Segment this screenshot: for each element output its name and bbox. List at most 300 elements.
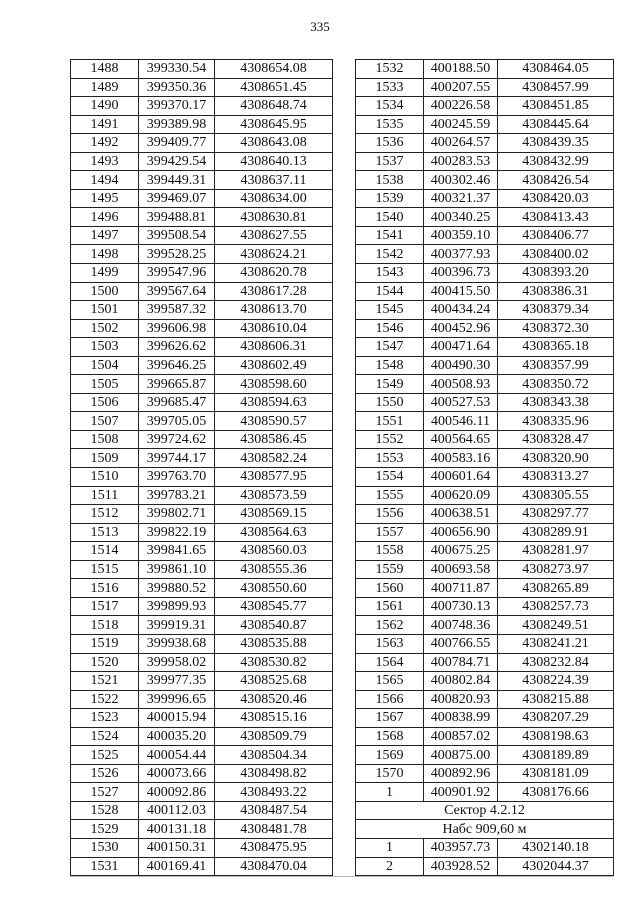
- y-coordinate: 4308426.54: [498, 171, 614, 190]
- point-number: 1546: [356, 319, 424, 338]
- x-coordinate: 399665.87: [139, 375, 215, 394]
- x-coordinate: 399626.62: [139, 338, 215, 357]
- x-coordinate: 399547.96: [139, 264, 215, 283]
- point-number: 1490: [71, 97, 139, 116]
- point-number: 1545: [356, 301, 424, 320]
- point-number: 1566: [356, 690, 424, 709]
- table-row: [71, 208, 333, 227]
- point-number: 1564: [356, 653, 424, 672]
- x-coordinate: 399763.70: [139, 468, 215, 487]
- point-number: 1570: [356, 764, 424, 783]
- point-number: 1518: [71, 616, 139, 635]
- point-number: 1514: [71, 542, 139, 561]
- point-number: 1510: [71, 468, 139, 487]
- y-coordinate: 4308328.47: [498, 430, 614, 449]
- table-row: [71, 616, 333, 635]
- x-coordinate: 400508.93: [424, 375, 498, 394]
- x-coordinate: 400015.94: [139, 709, 215, 728]
- table-row: [356, 97, 614, 116]
- point-number: 1497: [71, 226, 139, 245]
- y-coordinate: 4308481.78: [215, 820, 333, 839]
- x-coordinate: 399919.31: [139, 616, 215, 635]
- point-number: 1521: [71, 672, 139, 691]
- point-number: 1492: [71, 134, 139, 153]
- y-coordinate: 4308624.21: [215, 245, 333, 264]
- table-row: [71, 97, 333, 116]
- table-row: [356, 301, 614, 320]
- y-coordinate: 4308232.84: [498, 653, 614, 672]
- y-coordinate: 4302140.18: [498, 838, 614, 857]
- table-row: [356, 319, 614, 338]
- y-coordinate: 4308198.63: [498, 727, 614, 746]
- y-coordinate: 4308586.45: [215, 430, 333, 449]
- x-coordinate: 400452.96: [424, 319, 498, 338]
- point-number: 1525: [71, 746, 139, 765]
- x-coordinate: 400207.55: [424, 78, 498, 97]
- x-coordinate: 399350.36: [139, 78, 215, 97]
- table-row: [356, 226, 614, 245]
- coordinates-table-left: [70, 59, 333, 876]
- x-coordinate: 399528.25: [139, 245, 215, 264]
- y-coordinate: 4308241.21: [498, 634, 614, 653]
- table-row: [71, 579, 333, 598]
- table-row: [356, 282, 614, 301]
- y-coordinate: 4308617.28: [215, 282, 333, 301]
- table-row: [71, 764, 333, 783]
- y-coordinate: 4308464.05: [498, 60, 614, 79]
- y-coordinate: 4308224.39: [498, 672, 614, 691]
- x-coordinate: 400092.86: [139, 783, 215, 802]
- table-row: [71, 634, 333, 653]
- table-row: [71, 338, 333, 357]
- point-number: 1553: [356, 449, 424, 468]
- x-coordinate: 399861.10: [139, 560, 215, 579]
- table-row: [356, 208, 614, 227]
- y-coordinate: 4308457.99: [498, 78, 614, 97]
- sector-title: Сектор 4.2.12: [356, 801, 614, 820]
- table-row: [356, 672, 614, 691]
- table-row: [356, 152, 614, 171]
- table-row: [356, 727, 614, 746]
- y-coordinate: 4308493.22: [215, 783, 333, 802]
- y-coordinate: 4308540.87: [215, 616, 333, 635]
- coordinates-table-right: [355, 59, 614, 876]
- x-coordinate: 399958.02: [139, 653, 215, 672]
- point-number: 1543: [356, 264, 424, 283]
- table-row: [71, 189, 333, 208]
- point-number: 1551: [356, 412, 424, 431]
- y-coordinate: 4308365.18: [498, 338, 614, 357]
- x-coordinate: 400620.09: [424, 486, 498, 505]
- y-coordinate: 4308643.08: [215, 134, 333, 153]
- point-number: 1538: [356, 171, 424, 190]
- y-coordinate: 4308535.88: [215, 634, 333, 653]
- point-number: 1552: [356, 430, 424, 449]
- x-coordinate: 400802.84: [424, 672, 498, 691]
- point-number: 1509: [71, 449, 139, 468]
- point-number: 1557: [356, 523, 424, 542]
- table-row: [356, 375, 614, 394]
- table-row: [71, 468, 333, 487]
- x-coordinate: 399783.21: [139, 486, 215, 505]
- table-row: [71, 486, 333, 505]
- point-number: 1529: [71, 820, 139, 839]
- x-coordinate: 400693.58: [424, 560, 498, 579]
- y-coordinate: 4308400.02: [498, 245, 614, 264]
- x-coordinate: 399606.98: [139, 319, 215, 338]
- y-coordinate: 4308176.66: [498, 783, 614, 802]
- table-row: [356, 115, 614, 134]
- x-coordinate: 400711.87: [424, 579, 498, 598]
- x-coordinate: 399330.54: [139, 60, 215, 79]
- x-coordinate: 399744.17: [139, 449, 215, 468]
- point-number: 1507: [71, 412, 139, 431]
- y-coordinate: 4308648.74: [215, 97, 333, 116]
- y-coordinate: 4308627.55: [215, 226, 333, 245]
- x-coordinate: 399389.98: [139, 115, 215, 134]
- table-row: [71, 746, 333, 765]
- y-coordinate: 4308313.27: [498, 468, 614, 487]
- point-number: 1499: [71, 264, 139, 283]
- point-number: 1554: [356, 468, 424, 487]
- y-coordinate: 4308335.96: [498, 412, 614, 431]
- table-row: [71, 709, 333, 728]
- x-coordinate: 400035.20: [139, 727, 215, 746]
- point-number: 1498: [71, 245, 139, 264]
- point-number: 1520: [71, 653, 139, 672]
- y-coordinate: 4308487.54: [215, 801, 333, 820]
- point-number: 1549: [356, 375, 424, 394]
- point-number: 1488: [71, 60, 139, 79]
- x-coordinate: 400675.25: [424, 542, 498, 561]
- point-number: 1532: [356, 60, 424, 79]
- point-number: 1567: [356, 709, 424, 728]
- x-coordinate: 400169.41: [139, 857, 215, 876]
- x-coordinate: 400892.96: [424, 764, 498, 783]
- x-coordinate: 399899.93: [139, 597, 215, 616]
- x-coordinate: 400302.46: [424, 171, 498, 190]
- x-coordinate: 400748.36: [424, 616, 498, 635]
- sector-title-row: [356, 801, 614, 820]
- point-number: 1548: [356, 356, 424, 375]
- point-number: 1536: [356, 134, 424, 153]
- table-row: [356, 616, 614, 635]
- x-coordinate: 399488.81: [139, 208, 215, 227]
- point-number: 1515: [71, 560, 139, 579]
- table-row: [356, 505, 614, 524]
- point-number: 1512: [71, 505, 139, 524]
- table-row: [356, 134, 614, 153]
- bottom-divider: [70, 876, 613, 877]
- y-coordinate: 4308498.82: [215, 764, 333, 783]
- x-coordinate: 399469.07: [139, 189, 215, 208]
- x-coordinate: 399996.65: [139, 690, 215, 709]
- y-coordinate: 4308357.99: [498, 356, 614, 375]
- table-row: [356, 430, 614, 449]
- point-number: 1494: [71, 171, 139, 190]
- point-number: 1495: [71, 189, 139, 208]
- point-number: 1500: [71, 282, 139, 301]
- table-row: [71, 301, 333, 320]
- y-coordinate: 4308602.49: [215, 356, 333, 375]
- point-number: 2: [356, 857, 424, 876]
- table-row: [71, 245, 333, 264]
- y-coordinate: 4308372.30: [498, 319, 614, 338]
- point-number: 1501: [71, 301, 139, 320]
- point-number: 1535: [356, 115, 424, 134]
- table-row: [356, 857, 614, 876]
- x-coordinate: 399841.65: [139, 542, 215, 561]
- y-coordinate: 4308520.46: [215, 690, 333, 709]
- point-number: 1527: [71, 783, 139, 802]
- y-coordinate: 4308470.04: [215, 857, 333, 876]
- table-row: [356, 634, 614, 653]
- table-row: [356, 449, 614, 468]
- y-coordinate: 4308257.73: [498, 597, 614, 616]
- y-coordinate: 4308555.36: [215, 560, 333, 579]
- x-coordinate: 400340.25: [424, 208, 498, 227]
- table-row: [356, 838, 614, 857]
- y-coordinate: 4308432.99: [498, 152, 614, 171]
- y-coordinate: 4308640.13: [215, 152, 333, 171]
- point-number: 1560: [356, 579, 424, 598]
- sector-subtitle-row: [356, 820, 614, 839]
- table-row: [356, 486, 614, 505]
- y-coordinate: 4308181.09: [498, 764, 614, 783]
- x-coordinate: 400073.66: [139, 764, 215, 783]
- y-coordinate: 4308281.97: [498, 542, 614, 561]
- x-coordinate: 399880.52: [139, 579, 215, 598]
- x-coordinate: 399587.32: [139, 301, 215, 320]
- point-number: 1559: [356, 560, 424, 579]
- y-coordinate: 4308637.11: [215, 171, 333, 190]
- point-number: 1533: [356, 78, 424, 97]
- y-coordinate: 4308573.59: [215, 486, 333, 505]
- x-coordinate: 400150.31: [139, 838, 215, 857]
- x-coordinate: 400415.50: [424, 282, 498, 301]
- point-number: 1523: [71, 709, 139, 728]
- x-coordinate: 400564.65: [424, 430, 498, 449]
- y-coordinate: 4308630.81: [215, 208, 333, 227]
- table-row: [356, 597, 614, 616]
- y-coordinate: 4308343.38: [498, 393, 614, 412]
- y-coordinate: 4308620.78: [215, 264, 333, 283]
- table-row: [71, 393, 333, 412]
- y-coordinate: 4308320.90: [498, 449, 614, 468]
- x-coordinate: 400377.93: [424, 245, 498, 264]
- x-coordinate: 400490.30: [424, 356, 498, 375]
- point-number: 1542: [356, 245, 424, 264]
- y-coordinate: 4308634.00: [215, 189, 333, 208]
- x-coordinate: 399724.62: [139, 430, 215, 449]
- table-row: [356, 338, 614, 357]
- table-row: [71, 226, 333, 245]
- x-coordinate: 399685.47: [139, 393, 215, 412]
- table-row: [71, 152, 333, 171]
- y-coordinate: 4308350.72: [498, 375, 614, 394]
- point-number: 1544: [356, 282, 424, 301]
- x-coordinate: 400638.51: [424, 505, 498, 524]
- table-row: [71, 60, 333, 79]
- point-number: 1493: [71, 152, 139, 171]
- table-row: [71, 319, 333, 338]
- x-coordinate: 400730.13: [424, 597, 498, 616]
- y-coordinate: 4308249.51: [498, 616, 614, 635]
- point-number: 1556: [356, 505, 424, 524]
- point-number: 1513: [71, 523, 139, 542]
- table-row: [71, 412, 333, 431]
- x-coordinate: 400857.02: [424, 727, 498, 746]
- table-row: [356, 189, 614, 208]
- table-row: [356, 264, 614, 283]
- table-row: [356, 245, 614, 264]
- x-coordinate: 400396.73: [424, 264, 498, 283]
- y-coordinate: 4308606.31: [215, 338, 333, 357]
- point-number: 1491: [71, 115, 139, 134]
- y-coordinate: 4308550.60: [215, 579, 333, 598]
- y-coordinate: 4308590.57: [215, 412, 333, 431]
- x-coordinate: 403928.52: [424, 857, 498, 876]
- x-coordinate: 400546.11: [424, 412, 498, 431]
- table-row: [356, 653, 614, 672]
- table-row: [71, 449, 333, 468]
- y-coordinate: 4308451.85: [498, 97, 614, 116]
- point-number: 1539: [356, 189, 424, 208]
- x-coordinate: 400359.10: [424, 226, 498, 245]
- table-row: [71, 690, 333, 709]
- table-row: [71, 505, 333, 524]
- x-coordinate: 400766.55: [424, 634, 498, 653]
- y-coordinate: 4308420.03: [498, 189, 614, 208]
- table-row: [356, 412, 614, 431]
- x-coordinate: 400434.24: [424, 301, 498, 320]
- x-coordinate: 400838.99: [424, 709, 498, 728]
- point-number: 1: [356, 783, 424, 802]
- x-coordinate: 400321.37: [424, 189, 498, 208]
- x-coordinate: 399449.31: [139, 171, 215, 190]
- page-number: 335: [310, 19, 330, 34]
- x-coordinate: 400875.00: [424, 746, 498, 765]
- y-coordinate: 4308305.55: [498, 486, 614, 505]
- y-coordinate: 4308509.79: [215, 727, 333, 746]
- point-number: 1568: [356, 727, 424, 746]
- y-coordinate: 4308413.43: [498, 208, 614, 227]
- x-coordinate: 400656.90: [424, 523, 498, 542]
- point-number: 1489: [71, 78, 139, 97]
- table-row: [71, 727, 333, 746]
- x-coordinate: 399705.05: [139, 412, 215, 431]
- x-coordinate: 400820.93: [424, 690, 498, 709]
- y-coordinate: 4302044.37: [498, 857, 614, 876]
- table-row: [356, 783, 614, 802]
- point-number: 1561: [356, 597, 424, 616]
- y-coordinate: 4308273.97: [498, 560, 614, 579]
- x-coordinate: 399802.71: [139, 505, 215, 524]
- y-coordinate: 4308515.16: [215, 709, 333, 728]
- y-coordinate: 4308594.63: [215, 393, 333, 412]
- table-row: [71, 430, 333, 449]
- x-coordinate: 403957.73: [424, 838, 498, 857]
- x-coordinate: 400601.64: [424, 468, 498, 487]
- y-coordinate: 4308297.77: [498, 505, 614, 524]
- table-row: [71, 560, 333, 579]
- table-row: [71, 672, 333, 691]
- x-coordinate: 400901.92: [424, 783, 498, 802]
- point-number: 1504: [71, 356, 139, 375]
- point-number: 1522: [71, 690, 139, 709]
- point-number: 1550: [356, 393, 424, 412]
- point-number: 1496: [71, 208, 139, 227]
- point-number: 1528: [71, 801, 139, 820]
- point-number: 1508: [71, 430, 139, 449]
- x-coordinate: 399567.64: [139, 282, 215, 301]
- table-row: [71, 820, 333, 839]
- x-coordinate: 400527.53: [424, 393, 498, 412]
- x-coordinate: 399822.19: [139, 523, 215, 542]
- y-coordinate: 4308215.88: [498, 690, 614, 709]
- x-coordinate: 399508.54: [139, 226, 215, 245]
- x-coordinate: 400264.57: [424, 134, 498, 153]
- x-coordinate: 400471.64: [424, 338, 498, 357]
- point-number: 1516: [71, 579, 139, 598]
- point-number: 1526: [71, 764, 139, 783]
- x-coordinate: 400188.50: [424, 60, 498, 79]
- y-coordinate: 4308406.77: [498, 226, 614, 245]
- table-row: [356, 579, 614, 598]
- table-row: [71, 838, 333, 857]
- y-coordinate: 4308207.29: [498, 709, 614, 728]
- point-number: 1506: [71, 393, 139, 412]
- table-row: [71, 282, 333, 301]
- table-row: [71, 801, 333, 820]
- x-coordinate: 399370.17: [139, 97, 215, 116]
- point-number: 1517: [71, 597, 139, 616]
- point-number: 1540: [356, 208, 424, 227]
- x-coordinate: 400054.44: [139, 746, 215, 765]
- table-row: [71, 857, 333, 876]
- point-number: 1541: [356, 226, 424, 245]
- y-coordinate: 4308386.31: [498, 282, 614, 301]
- point-number: 1519: [71, 634, 139, 653]
- point-number: 1555: [356, 486, 424, 505]
- x-coordinate: 400112.03: [139, 801, 215, 820]
- table-row: [71, 375, 333, 394]
- table-row: [71, 653, 333, 672]
- table-row: [356, 78, 614, 97]
- x-coordinate: 400245.59: [424, 115, 498, 134]
- table-row: [71, 115, 333, 134]
- point-number: 1: [356, 838, 424, 857]
- x-coordinate: 400131.18: [139, 820, 215, 839]
- table-row: [71, 542, 333, 561]
- y-coordinate: 4308379.34: [498, 301, 614, 320]
- y-coordinate: 4308654.08: [215, 60, 333, 79]
- table-row: [71, 356, 333, 375]
- table-row: [356, 393, 614, 412]
- x-coordinate: 400583.16: [424, 449, 498, 468]
- table-row: [71, 523, 333, 542]
- y-coordinate: 4308598.60: [215, 375, 333, 394]
- x-coordinate: 399409.77: [139, 134, 215, 153]
- table-row: [71, 134, 333, 153]
- point-number: 1503: [71, 338, 139, 357]
- y-coordinate: 4308504.34: [215, 746, 333, 765]
- table-row: [356, 709, 614, 728]
- x-coordinate: 400283.53: [424, 152, 498, 171]
- sector-subtitle: Набс 909,60 м: [356, 820, 614, 839]
- y-coordinate: 4308582.24: [215, 449, 333, 468]
- point-number: 1531: [71, 857, 139, 876]
